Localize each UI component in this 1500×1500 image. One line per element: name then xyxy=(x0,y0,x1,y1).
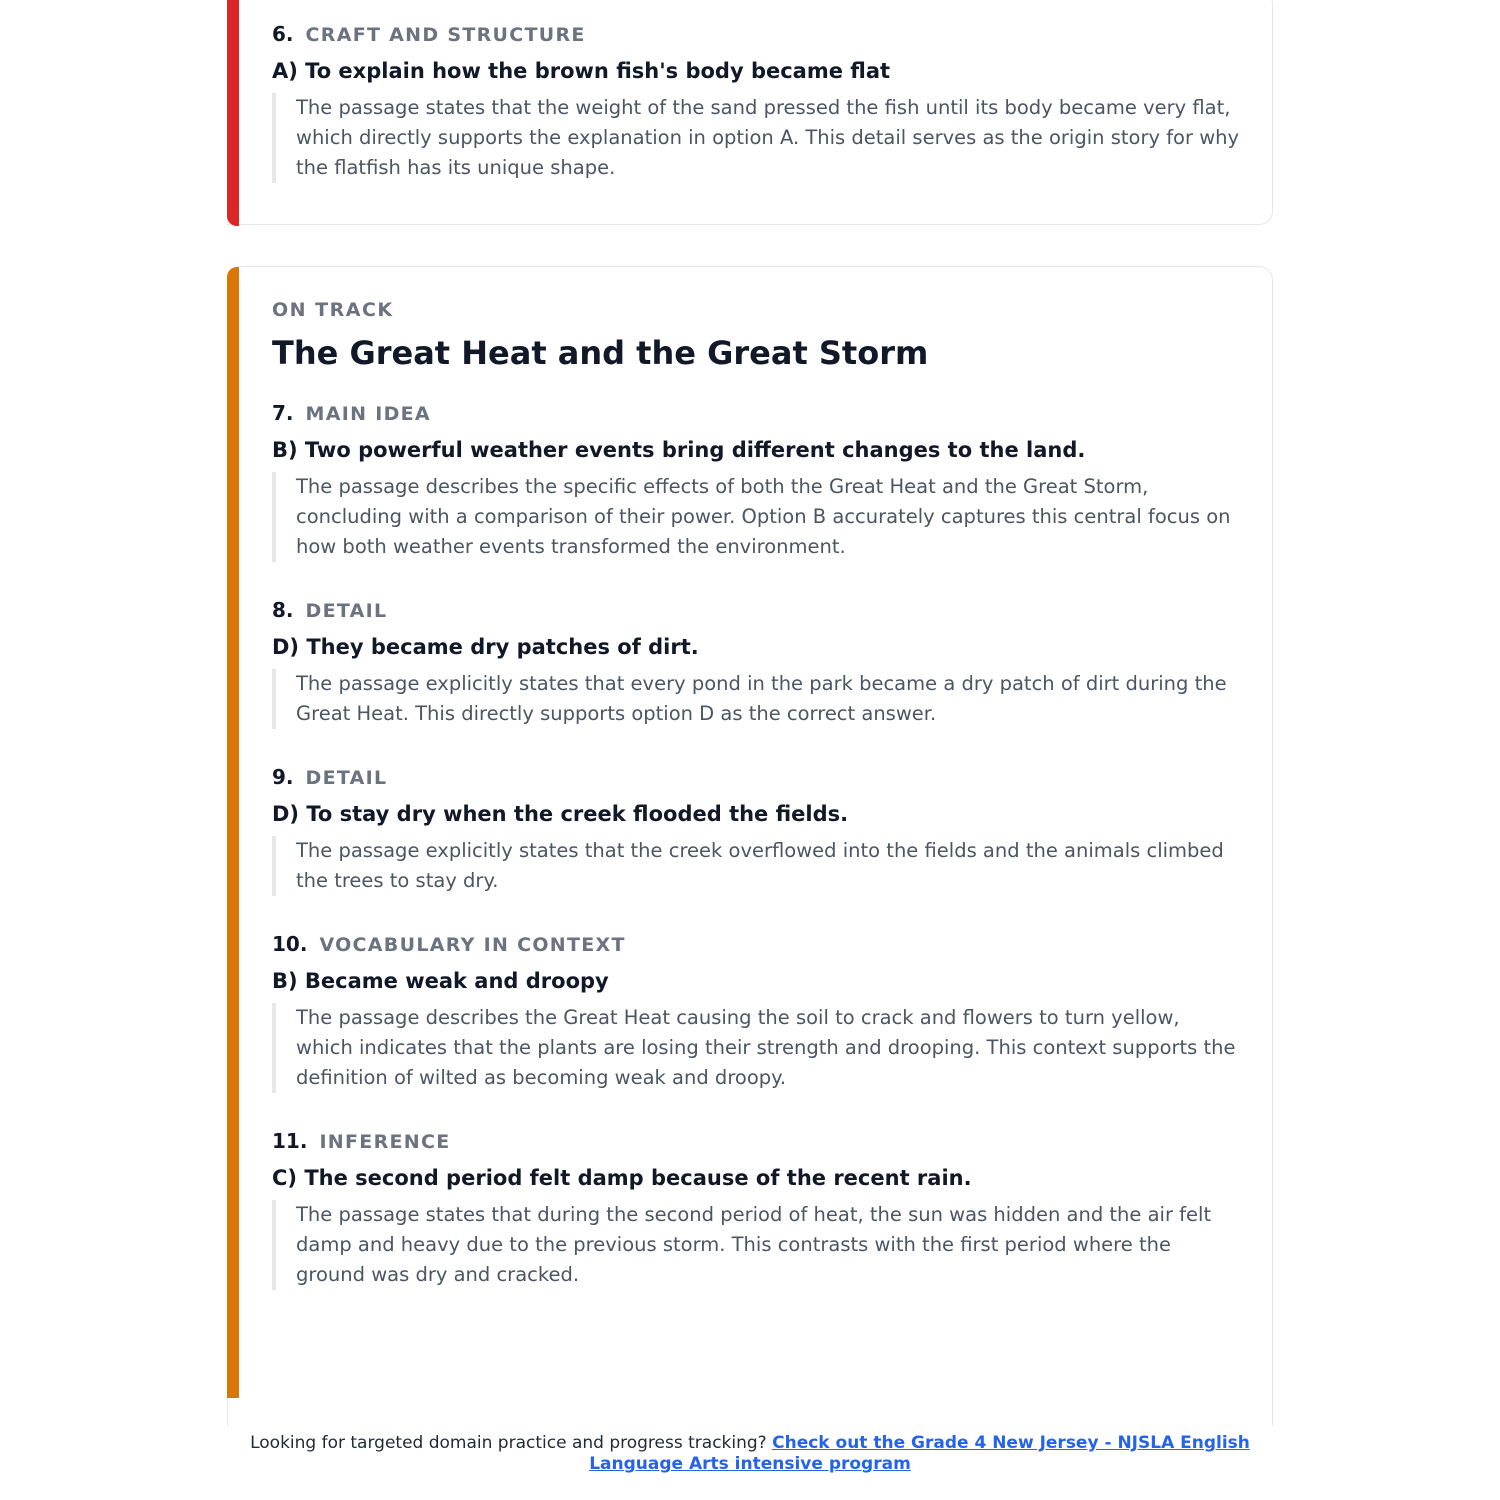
question-header xyxy=(272,596,1242,624)
footer-promo xyxy=(0,1433,1500,1475)
question-header xyxy=(272,930,1242,958)
status-label: ON TRACK xyxy=(272,299,394,321)
card-accent-bar xyxy=(227,0,239,226)
question-item xyxy=(272,930,1242,1093)
question-number: 11. xyxy=(272,1129,308,1153)
question-item xyxy=(272,763,1242,896)
answer-explanation: The passage states that during the second period of heat, the sun was hidden and the air felt damp and heavy due to the previous storm. This contrasts with the first period where the ground was dry and cracked. xyxy=(272,1200,1242,1290)
correct-answer: B) Became weak and droopy xyxy=(272,969,609,993)
question-category: VOCABULARY IN CONTEXT xyxy=(319,934,626,956)
question-category: MAIN IDEA xyxy=(305,403,431,425)
question-header xyxy=(272,763,1242,791)
footer-text: Looking for targeted domain practice and progress tracking? xyxy=(250,1433,767,1453)
question-item xyxy=(272,399,1242,562)
result-card-passage xyxy=(227,266,1273,1426)
answer-explanation: The passage describes the Great Heat causing the soil to crack and flowers to turn yellow, which indicates that the plants are losing their strength and drooping. This context supports the definition of wilted as becoming weak and droopy. xyxy=(272,1003,1242,1093)
question-category: CRAFT AND STRUCTURE xyxy=(305,24,586,46)
correct-answer: C) The second period felt damp because of the recent rain. xyxy=(272,1166,972,1190)
question-number: 9. xyxy=(272,765,294,789)
question-category: INFERENCE xyxy=(319,1131,451,1153)
program-link[interactable]: Check out the Grade 4 New Jersey - NJSLA English Language Arts intensive program xyxy=(589,1433,1250,1474)
correct-answer: D) They became dry patches of dirt. xyxy=(272,635,699,659)
question-category: DETAIL xyxy=(305,600,388,622)
correct-answer: A) To explain how the brown fish's body became flat xyxy=(272,59,891,83)
answer-explanation: The passage describes the specific effects of both the Great Heat and the Great Storm, concluding with a comparison of their power. Option B accurately captures this central focus on how both weather events transformed the environment. xyxy=(272,472,1242,562)
question-number: 10. xyxy=(272,932,308,956)
answer-explanation: The passage states that the weight of the sand pressed the fish until its body became very flat, which directly supports the explanation in option A. This detail serves as the origin story for why the flatfish has its unique shape. xyxy=(272,93,1242,183)
card-accent-bar xyxy=(227,267,239,1398)
correct-answer: B) Two powerful weather events bring different changes to the land. xyxy=(272,438,1086,462)
question-header xyxy=(272,399,1242,427)
question-header xyxy=(272,1127,1242,1155)
question-header xyxy=(272,20,1242,48)
question-number: 7. xyxy=(272,401,294,425)
result-card-previous xyxy=(227,0,1273,225)
question-item xyxy=(272,1127,1242,1290)
answer-explanation: The passage explicitly states that the creek overflowed into the fields and the animals climbed the trees to stay dry. xyxy=(272,836,1242,896)
question-category: DETAIL xyxy=(305,767,388,789)
question-number: 6. xyxy=(272,22,294,46)
question-item xyxy=(272,596,1242,729)
question-item xyxy=(272,20,1242,183)
passage-title: The Great Heat and the Great Storm xyxy=(272,334,929,372)
answer-explanation: The passage explicitly states that every pond in the park became a dry patch of dirt during the Great Heat. This directly supports option D as the correct answer. xyxy=(272,669,1242,729)
question-number: 8. xyxy=(272,598,294,622)
correct-answer: D) To stay dry when the creek flooded the fields. xyxy=(272,802,849,826)
